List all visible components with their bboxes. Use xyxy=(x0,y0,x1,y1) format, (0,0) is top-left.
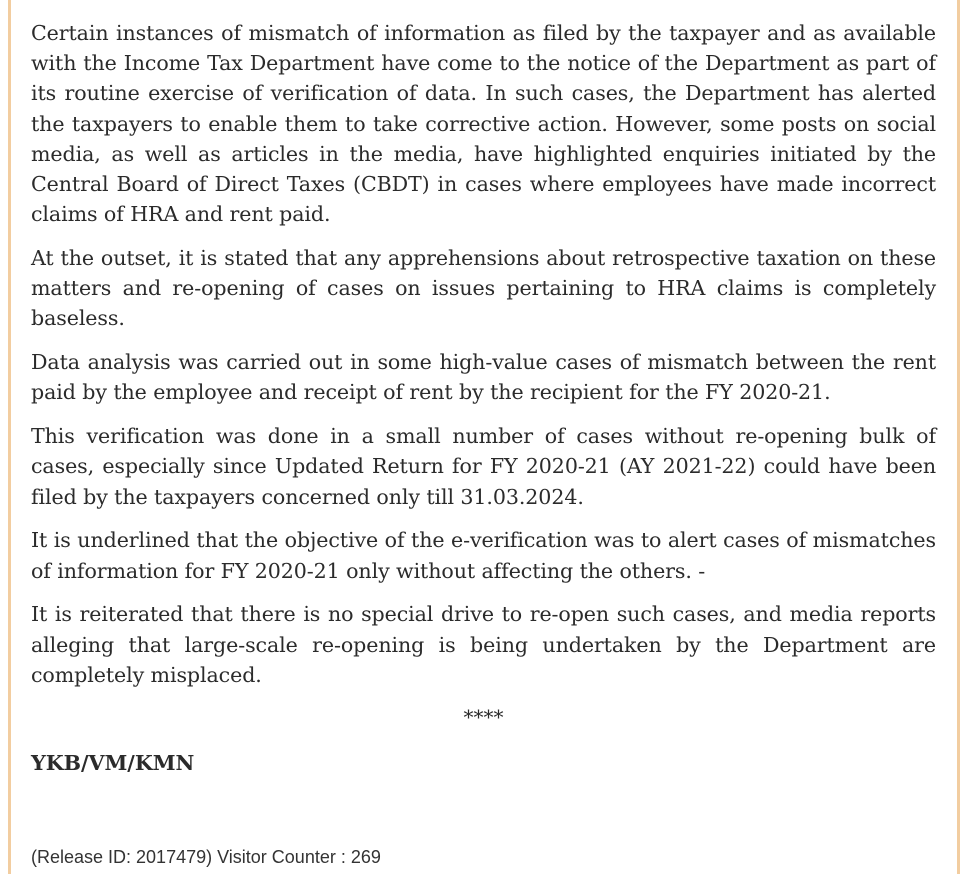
paragraph-mismatch-notice: Certain instances of mismatch of information as filed by the taxpayer and as available with the Income Tax Department have come to the notice of the Department as part of its routine exercise of verification of data. In such cases, the Department has alerted the taxpayers to enable them to take corrective action. However, some posts on social media, as well as articles in the media, have highlighted enquiries initiated by the Central Board of Direct Taxes (CBDT) in cases where employees have made incorrect claims of HRA and rent paid. xyxy=(31,21,936,227)
paragraph-apprehensions-baseless: At the outset, it is stated that any apprehensions about retrospective taxation on these matters and re-opening of cases on issues pertaining to HRA claims is completely baseless. xyxy=(31,246,936,331)
release-body xyxy=(31,18,936,776)
paragraph-e-verification-objective: It is underlined that the objective of the e-verification was to alert cases of mismatches of information for FY 2020-21 only without affecting the others. - xyxy=(31,528,936,583)
right-border-line xyxy=(957,0,960,874)
paragraph-data-analysis: Data analysis was carried out in some high-value cases of mismatch between the rent paid by the employee and receipt of rent by the recipient for the FY 2020-21. xyxy=(31,350,936,405)
reference-initials: YKB/VM/KMN xyxy=(31,750,195,775)
section-separator: **** xyxy=(463,704,504,729)
release-id-visitor-counter: (Release ID: 2017479) Visitor Counter : 269 xyxy=(31,847,381,867)
paragraph-no-special-drive: It is reiterated that there is no special drive to re-open such cases, and media reports alleging that large-scale re-opening is being undertaken by the Department are completely misplaced. xyxy=(31,602,936,687)
paragraph-verification-scope: This verification was done in a small number of cases without re-opening bulk of cases, especially since Updated Return for FY 2020-21 (AY 2021-22) could have been filed by the taxpayers concerned only till 31.03.2024. xyxy=(31,424,936,509)
left-border-line xyxy=(8,0,11,874)
